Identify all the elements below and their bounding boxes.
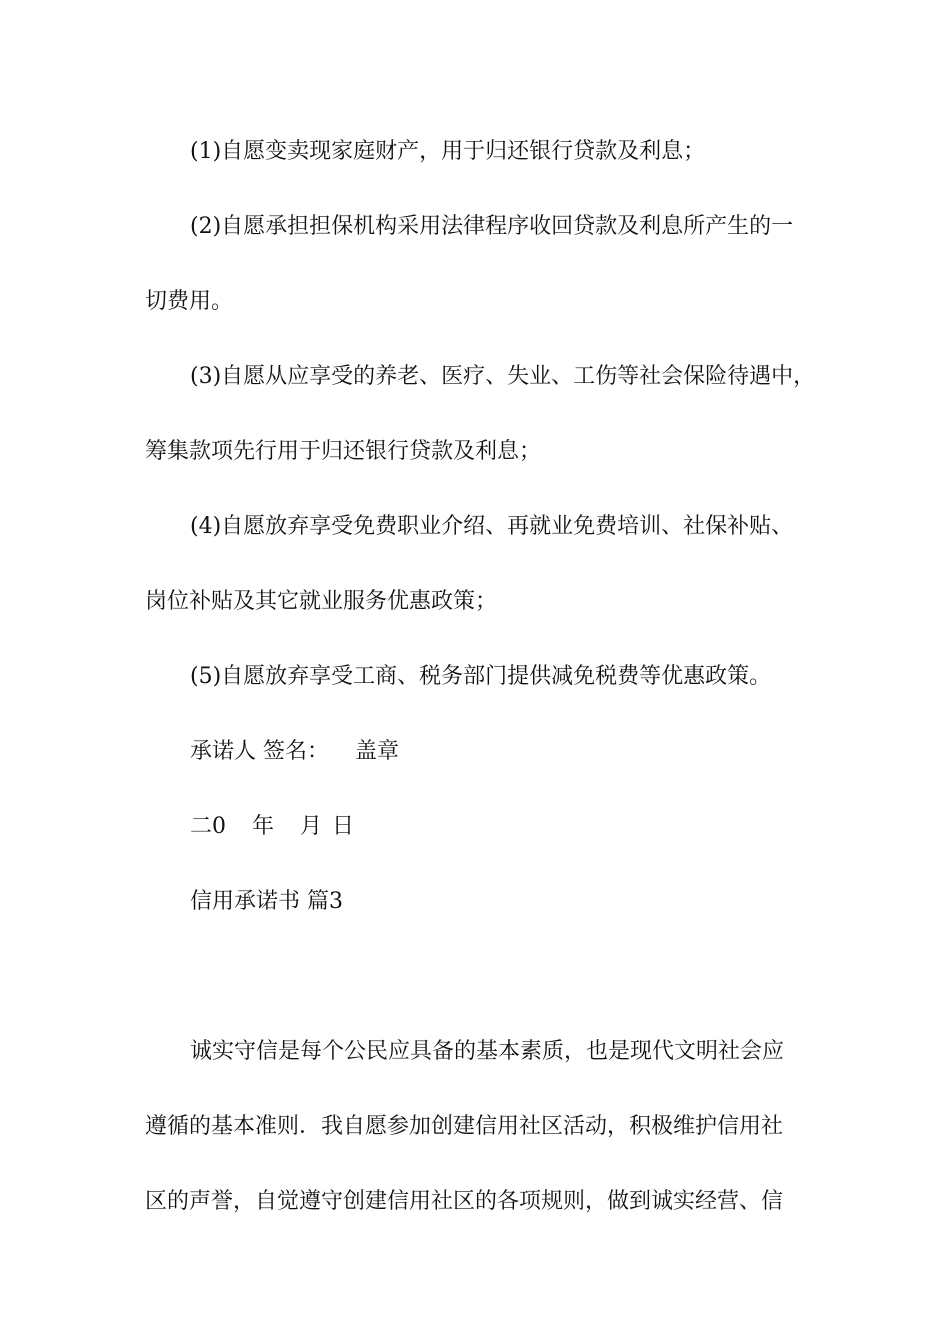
item-2-line-2: 切费用。 bbox=[145, 289, 234, 314]
item-4-line-1: (4)自愿放弃享受免费职业介绍、再就业免费培训、社保补贴、 bbox=[190, 514, 794, 539]
date-line bbox=[190, 813, 354, 841]
section-title: 信用承诺书 篇3 bbox=[190, 889, 343, 914]
date-year: 年 bbox=[252, 814, 275, 839]
item-3-line-2: 筹集款项先行用于归还银行贷款及利息； bbox=[145, 439, 542, 464]
date-month: 月 bbox=[300, 814, 323, 839]
paragraph-line-1: 诚实守信是每个公民应具备的基本素质，也是现代文明社会应 bbox=[190, 1039, 785, 1064]
paragraph-line-3: 区的声誉，自觉遵守创建信用社区的各项规则，做到诚实经营、信 bbox=[145, 1189, 784, 1214]
paragraph-line-2: 遵循的基本准则．我自愿参加创建信用社区活动，积极维护信用社 bbox=[145, 1114, 784, 1139]
item-5: (5)自愿放弃享受工商、税务部门提供减免税费等优惠政策。 bbox=[190, 664, 772, 689]
signature-label: 承诺人 签名： bbox=[190, 739, 329, 764]
date-day: 日 bbox=[332, 814, 355, 839]
seal-label: 盖章 bbox=[355, 739, 400, 764]
item-2-line-1: (2)自愿承担担保机构采用法律程序收回贷款及利息所产生的一 bbox=[190, 214, 794, 239]
item-4-line-2: 岗位补贴及其它就业服务优惠政策； bbox=[145, 589, 498, 614]
item-1: (1)自愿变卖现家庭财产，用于归还银行贷款及利息； bbox=[190, 139, 706, 164]
date-prefix: 二0 bbox=[190, 814, 226, 839]
signature-line bbox=[190, 738, 399, 766]
item-3-line-1: (3)自愿从应享受的养老、医疗、失业、工伤等社会保险待遇中， bbox=[190, 364, 816, 389]
